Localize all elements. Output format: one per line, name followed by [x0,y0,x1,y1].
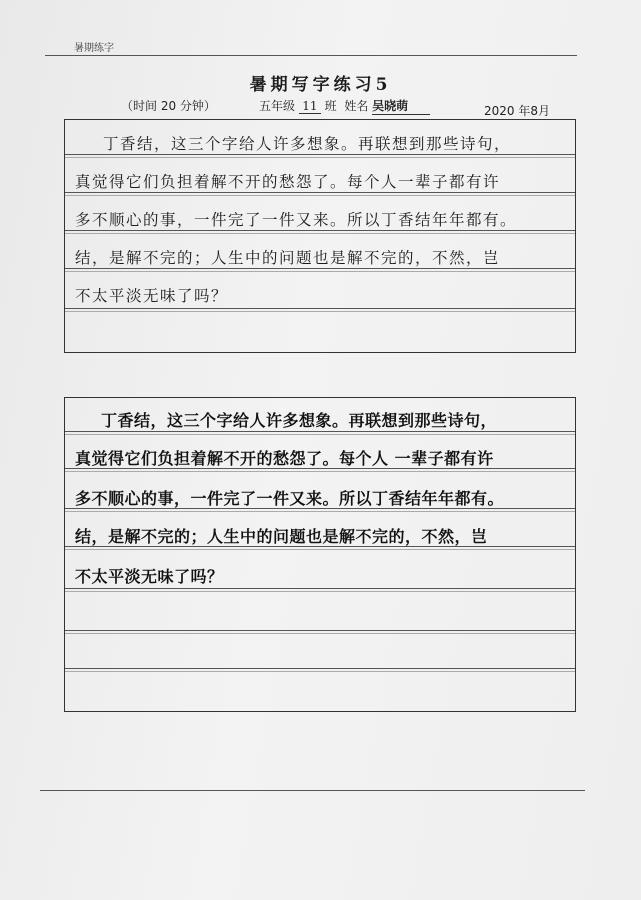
ruling-line [65,311,575,312]
ruling-line [65,549,575,550]
handwritten-line: 真觉得它们负担着解不开的愁怨了。每个人 一辈子都有许 [75,449,494,468]
ruling-line [65,271,575,272]
ruling-line [65,154,575,155]
printed-line: 结，是解不完的；人生中的问题也是解不完的，不然，岂 [75,249,501,267]
printed-line: 真觉得它们负担着解不开的愁怨了。每个人一辈子都有许 [75,173,501,191]
header-rule [45,55,577,56]
printed-line: 不太平淡无味了吗？ [75,287,229,305]
ruling-line [65,431,575,432]
ruling-line [65,511,575,512]
worksheet-title: 暑期写字练习5 [249,75,392,95]
ruling-line [65,308,575,309]
handwritten-line: 多不顺心的事，一件完了一件又来。所以丁香结年年都有。 [75,489,505,508]
grade-label: 五年级 [259,99,296,113]
handwritten-line: 不太平淡无味了吗？ [75,567,224,586]
date: 2020 年8月 [484,104,550,118]
ruling-line [65,434,575,435]
ruling-line [65,591,575,592]
ruling-line [65,630,575,631]
ruling-line [65,633,575,634]
ruling-line [65,233,575,234]
ruling-line [65,471,575,472]
ruling-line [65,588,575,589]
ruling-line [65,192,575,193]
printed-line: 多不顺心的事，一件完了一件又来。所以丁香结年年都有。 [75,211,518,229]
name-label: 姓名 [344,99,369,113]
ruling-line [65,230,575,231]
ruling-line [65,668,575,669]
footer-rule [40,790,585,791]
name-value: 吴晓萌 [372,97,430,115]
handwritten-line: 结，是解不完的；人生中的问题也是解不完的，不然，岂 [75,527,488,546]
model-text-box [64,119,576,353]
ruling-line [65,268,575,269]
class-value: 11 [299,99,321,114]
time-limit: （时间 20 分钟） [121,99,216,113]
printed-line: 丁香结，这三个字给人许多想象。再联想到那些诗句， [103,135,512,153]
class-label: 班 [324,99,337,113]
header-label: 暑期练字 [74,43,114,54]
student-info [259,97,430,115]
ruling-line [65,157,575,158]
ruling-line [65,195,575,196]
ruling-line [65,671,575,672]
handwriting-box [64,397,576,712]
handwritten-line: 丁香结，这三个字给人许多想象。再联想到那些诗句， [101,411,498,430]
